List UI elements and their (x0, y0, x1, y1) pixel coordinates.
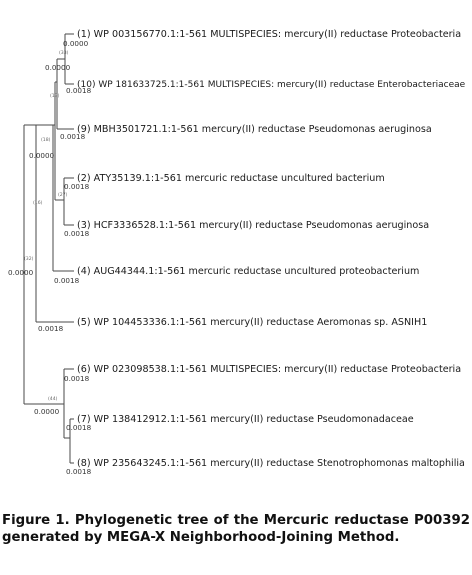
bootstrap-label: (44) (48, 397, 58, 402)
branch-length-label: 0.0018 (64, 182, 90, 191)
branch-length-label: 0.0018 (64, 229, 90, 238)
branch-length-label: 0.0000 (29, 151, 55, 160)
branch-length-label: 0.0018 (64, 374, 90, 383)
branch-length-label: 0.0018 (66, 467, 92, 476)
bootstrap-label: (32) (24, 257, 34, 262)
branch-length-label: 0.0000 (34, 407, 60, 416)
leaf-label: (5) WP 104453336.1:1-561 mercury(II) reductase Aeromonas sp. ASNIH1 (77, 317, 428, 328)
branch-length-label: 0.0018 (60, 132, 86, 141)
leaf-label: (2) ATY35139.1:1-561 mercuric reductase uncultured bacterium (77, 173, 385, 184)
leaf-label: (10) WP 181633725.1:1-561 MULTISPECIES: mercury(II) reductase Enterobacteriaceae (77, 80, 466, 90)
branch-length-label: 0.0018 (66, 423, 92, 432)
leaf-label: (7) WP 138412912.1:1-561 mercury(II) reductase Pseudomonadaceae (77, 414, 414, 425)
branch-length-label: 0.0000 (8, 268, 34, 277)
bootstrap-label: (33) (59, 51, 69, 56)
leaf-label: (4) AUG44344.1:1-561 mercuric reductase uncultured proteobacterium (77, 266, 420, 277)
bootstrap-label: (13) (50, 94, 60, 99)
bootstrap-label: (18) (41, 138, 51, 143)
branch-length-label: 0.0000 (45, 63, 71, 72)
branch-length-label: 0.0018 (38, 324, 64, 333)
leaf-label: (8) WP 235643245.1:1-561 mercury(II) reductase Stenotrophomonas maltophilia (77, 458, 465, 469)
leaf-label: (9) MBH3501721.1:1-561 mercury(II) reductase Pseudomonas aeruginosa (77, 124, 432, 135)
leaf-label: (6) WP 023098538.1:1-561 MULTISPECIES: mercury(II) reductase Proteobacteria (77, 364, 462, 375)
leaf-label: (1) WP 003156770.1:1-561 MULTISPECIES: mercury(II) reductase Proteobacteria (77, 29, 462, 40)
branch-length-label: 0.0018 (66, 86, 92, 95)
bootstrap-label: (16) (33, 201, 43, 206)
bootstrap-label: (27) (58, 193, 68, 198)
branch-length-label: 0.0000 (63, 39, 89, 48)
bootstrap-labels (24, 50, 69, 402)
leaf-labels (77, 29, 466, 469)
figure-caption: Figure 1. Phylogenetic tree of the Mercuric reductase P00392 generated by MEGA-X Neighborhood-Joining Method. (2, 513, 470, 545)
branch-length-label: 0.0018 (54, 276, 80, 285)
branch-length-labels (8, 39, 92, 476)
leaf-label: (3) HCF3336528.1:1-561 mercury(II) reductase Pseudomonas aeruginosa (77, 220, 430, 231)
